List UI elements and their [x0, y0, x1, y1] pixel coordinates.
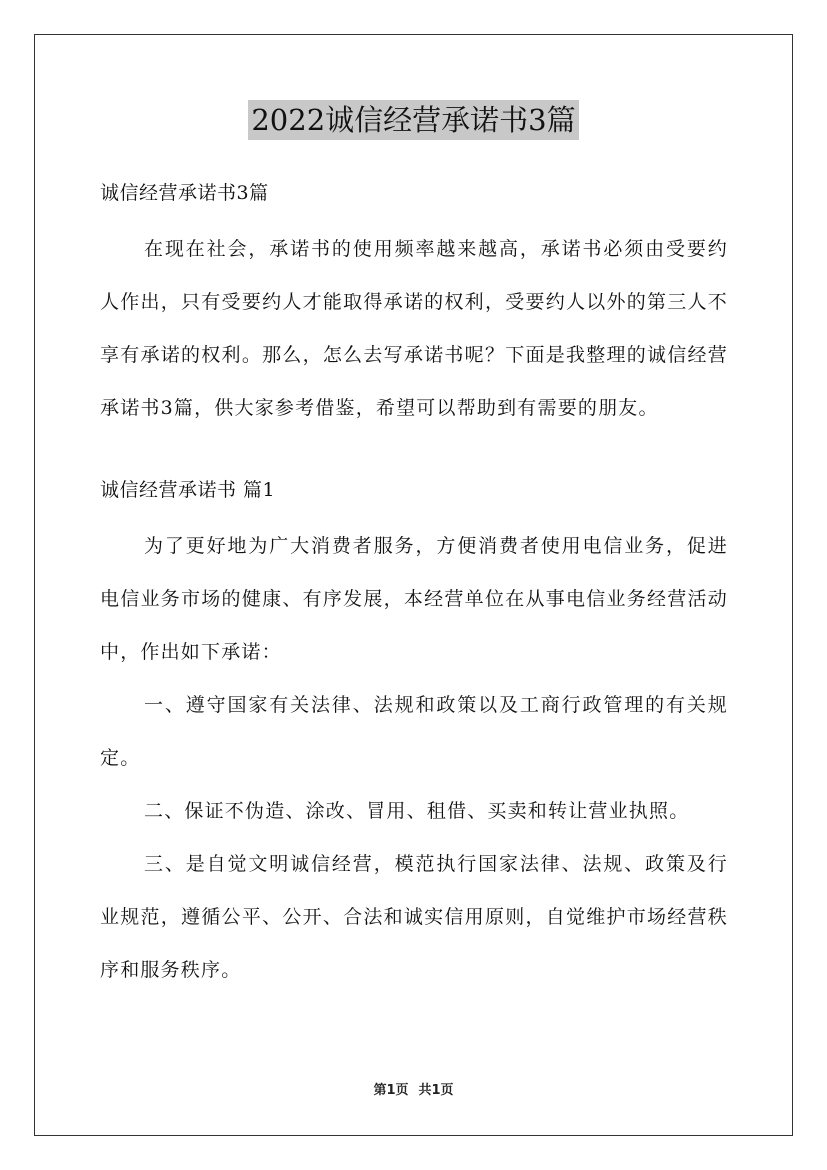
document-subtitle: 诚信经营承诺书3篇 — [100, 182, 269, 204]
document-title: 2022诚信经营承诺书3篇 — [248, 100, 578, 140]
section-paragraph: 一、遵守国家有关法律、法规和政策以及工商行政管理的有关规定。 — [100, 694, 728, 769]
document-body — [100, 174, 728, 997]
section-paragraph: 二、保证不伪造、涂改、冒用、租借、买卖和转让营业执照。 — [144, 800, 690, 822]
intro-paragraph: 在现在社会，承诺书的使用频率越来越高，承诺书必须由受要约人作出，只有受要约人才能取得承诺的权利，受要约人以外的第三人不享有承诺的权利。那么，怎么去写承诺书呢？下面是我整理的诚信经营承诺书3篇，供大家参考借鉴，希望可以帮助到有需要的朋友。 — [100, 238, 728, 419]
page-number: 第1页 — [373, 1083, 409, 1098]
section-heading: 诚信经营承诺书 篇1 — [100, 479, 276, 501]
page-total: 共1页 — [418, 1083, 454, 1098]
section-paragraph: 三、是自觉文明诚信经营，模范执行国家法律、法规、政策及行业规范，遵循公平、公开、合法和诚实信用原则，自觉维护市场经营秩序和服务秩序。 — [100, 853, 728, 981]
page-footer — [0, 1082, 827, 1100]
section-paragraph: 为了更好地为广大消费者服务，方便消费者使用电信业务，促进电信业务市场的健康、有序发展，本经营单位在从事电信业务经营活动中，作出如下承诺： — [100, 535, 728, 663]
title-container — [0, 100, 827, 140]
